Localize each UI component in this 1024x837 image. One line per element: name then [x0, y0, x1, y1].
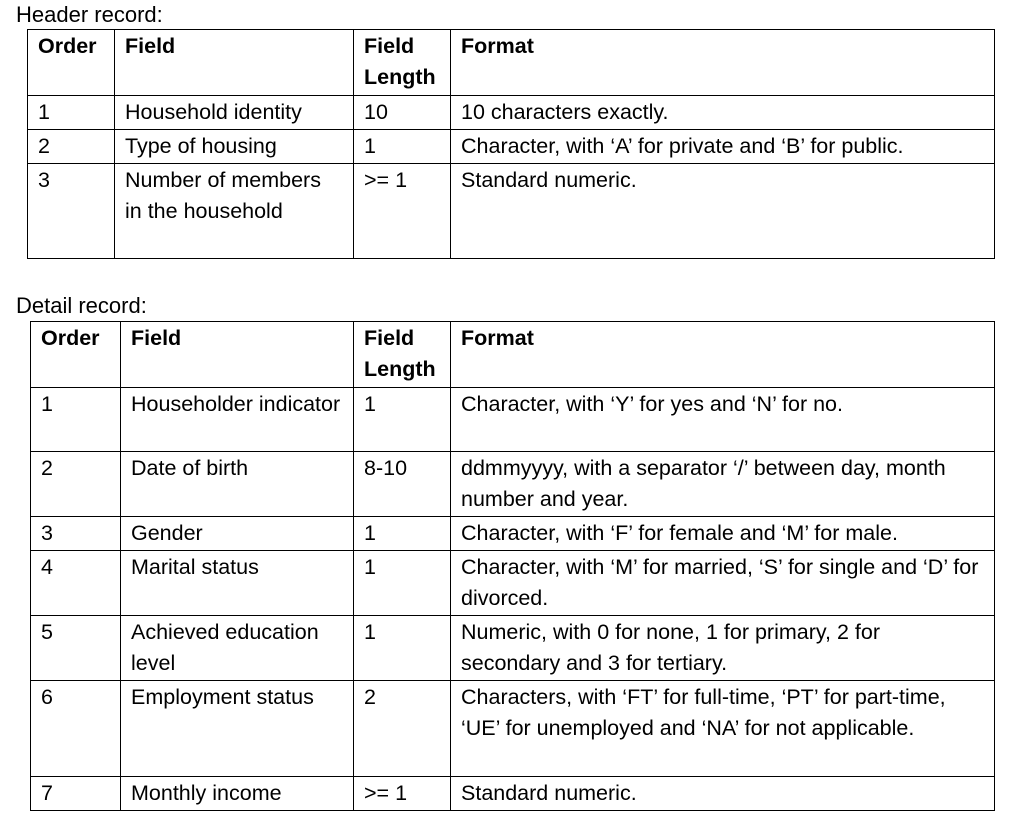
- format-cell: Numeric, with 0 for none, 1 for primary, 2 for secondary and 3 for tertiary.: [451, 616, 995, 681]
- format-cell: Character, with ‘Y’ for yes and ‘N’ for no.: [451, 388, 995, 452]
- format-cell: ddmmyyyy, with a separator ‘/’ between day, month number and year.: [451, 452, 995, 517]
- length-cell: 1: [354, 130, 451, 164]
- field-cell: Employment status: [121, 681, 354, 777]
- table-row: [31, 616, 995, 681]
- field-cell: Monthly income: [121, 777, 354, 811]
- order-cell: 3: [28, 164, 115, 259]
- format-cell: Character, with ‘F’ for female and ‘M’ for male.: [451, 517, 995, 551]
- header-record-caption: Header record:: [16, 2, 163, 27]
- column-header-field: Field: [115, 30, 354, 96]
- length-cell: >= 1: [354, 777, 451, 811]
- field-cell: Achieved education level: [121, 616, 354, 681]
- order-cell: 2: [28, 130, 115, 164]
- length-cell: 1: [354, 517, 451, 551]
- field-cell: Number of members in the household: [115, 164, 354, 259]
- length-cell: 1: [354, 616, 451, 681]
- field-cell: Householder indicator: [121, 388, 354, 452]
- order-cell: 1: [31, 388, 121, 452]
- order-cell: 5: [31, 616, 121, 681]
- length-cell: 10: [354, 96, 451, 130]
- format-cell: Character, with ‘A’ for private and ‘B’ for public.: [451, 130, 995, 164]
- field-cell: Gender: [121, 517, 354, 551]
- table-row: [31, 551, 995, 616]
- column-header-order: Order: [31, 322, 121, 388]
- column-header-order: Order: [28, 30, 115, 96]
- table-row: [28, 96, 995, 130]
- table-row: [28, 164, 995, 259]
- table-row: [31, 517, 995, 551]
- detail-record-table: [30, 321, 995, 811]
- length-cell: 8-10: [354, 452, 451, 517]
- column-header-field: Field: [121, 322, 354, 388]
- column-header-format: Format: [451, 322, 995, 388]
- length-cell: 2: [354, 681, 451, 777]
- table-row: [31, 681, 995, 777]
- column-header-field-length: Field Length: [354, 30, 451, 96]
- detail-record-caption: Detail record:: [16, 293, 147, 318]
- order-cell: 2: [31, 452, 121, 517]
- order-cell: 4: [31, 551, 121, 616]
- field-cell: Type of housing: [115, 130, 354, 164]
- order-cell: 7: [31, 777, 121, 811]
- order-cell: 3: [31, 517, 121, 551]
- length-cell: 1: [354, 388, 451, 452]
- format-cell: Standard numeric.: [451, 164, 995, 259]
- column-header-field-length: Field Length: [354, 322, 451, 388]
- order-cell: 1: [28, 96, 115, 130]
- table-row: [31, 388, 995, 452]
- length-cell: 1: [354, 551, 451, 616]
- field-cell: Date of birth: [121, 452, 354, 517]
- header-row: [28, 30, 995, 96]
- table-row: [28, 130, 995, 164]
- field-cell: Household identity: [115, 96, 354, 130]
- format-cell: Character, with ‘M’ for married, ‘S’ for single and ‘D’ for divorced.: [451, 551, 995, 616]
- table-row: [31, 777, 995, 811]
- order-cell: 6: [31, 681, 121, 777]
- column-header-format: Format: [451, 30, 995, 96]
- header-record-table: [27, 29, 995, 259]
- format-cell: Characters, with ‘FT’ for full-time, ‘PT’ for part-time, ‘UE’ for unemployed and ‘NA’ for not applicable.: [451, 681, 995, 777]
- format-cell: 10 characters exactly.: [451, 96, 995, 130]
- table-row: [31, 452, 995, 517]
- format-cell: Standard numeric.: [451, 777, 995, 811]
- length-cell: >= 1: [354, 164, 451, 259]
- field-cell: Marital status: [121, 551, 354, 616]
- header-row: [31, 322, 995, 388]
